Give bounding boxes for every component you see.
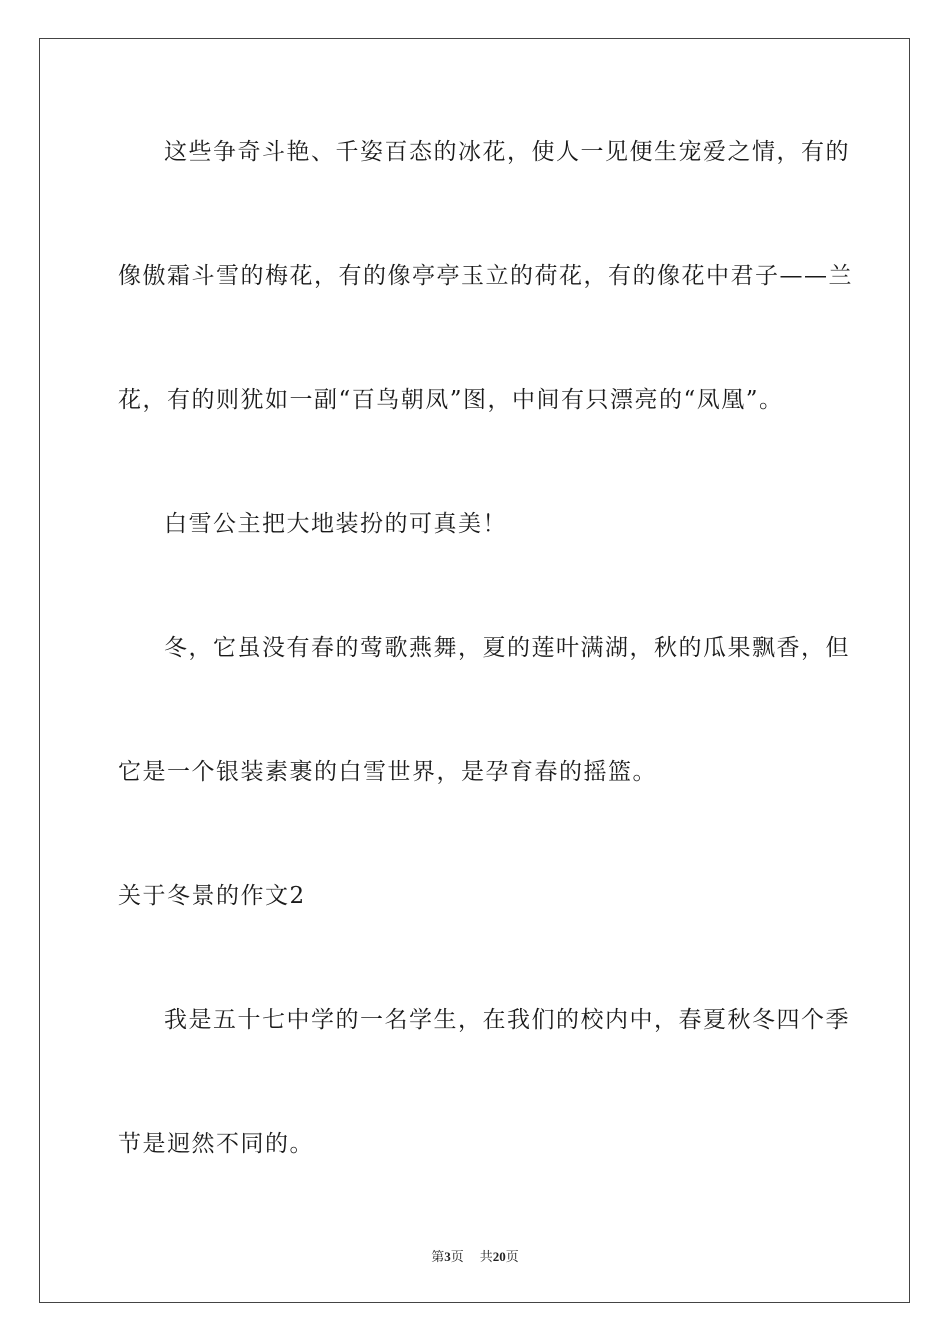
paragraph-line: 它是一个银装素裹的白雪世界，是孕育春的摇篮。	[118, 759, 657, 785]
page-frame	[39, 38, 910, 1303]
paragraph-line: 像傲霜斗雪的梅花，有的像亭亭玉立的荷花，有的像花中君子——兰	[118, 263, 853, 289]
paragraph-line: 冬，它虽没有春的莺歌燕舞，夏的莲叶满湖，秋的瓜果飘香，但	[164, 635, 850, 661]
paragraph-line: 花，有的则犹如一副“百鸟朝凤”图，中间有只漂亮的“凤凰”。	[118, 387, 784, 413]
total-suffix: 页	[505, 1249, 519, 1264]
page-suffix: 页	[450, 1249, 464, 1264]
total-prefix: 共	[479, 1249, 493, 1264]
page-footer	[0, 1248, 950, 1266]
total-pages: 20	[492, 1249, 506, 1264]
section-heading: 关于冬景的作文2	[118, 883, 306, 909]
page-prefix: 第	[431, 1249, 445, 1264]
page-number: 3	[444, 1249, 451, 1264]
paragraph-line: 这些争奇斗艳、千姿百态的冰花，使人一见便生宠爱之情，有的	[164, 139, 850, 165]
paragraph-line: 我是五十七中学的一名学生，在我们的校内中，春夏秋冬四个季	[164, 1007, 850, 1033]
paragraph-line: 节是迥然不同的。	[118, 1131, 314, 1157]
paragraph-line: 白雪公主把大地装扮的可真美！	[164, 511, 507, 537]
